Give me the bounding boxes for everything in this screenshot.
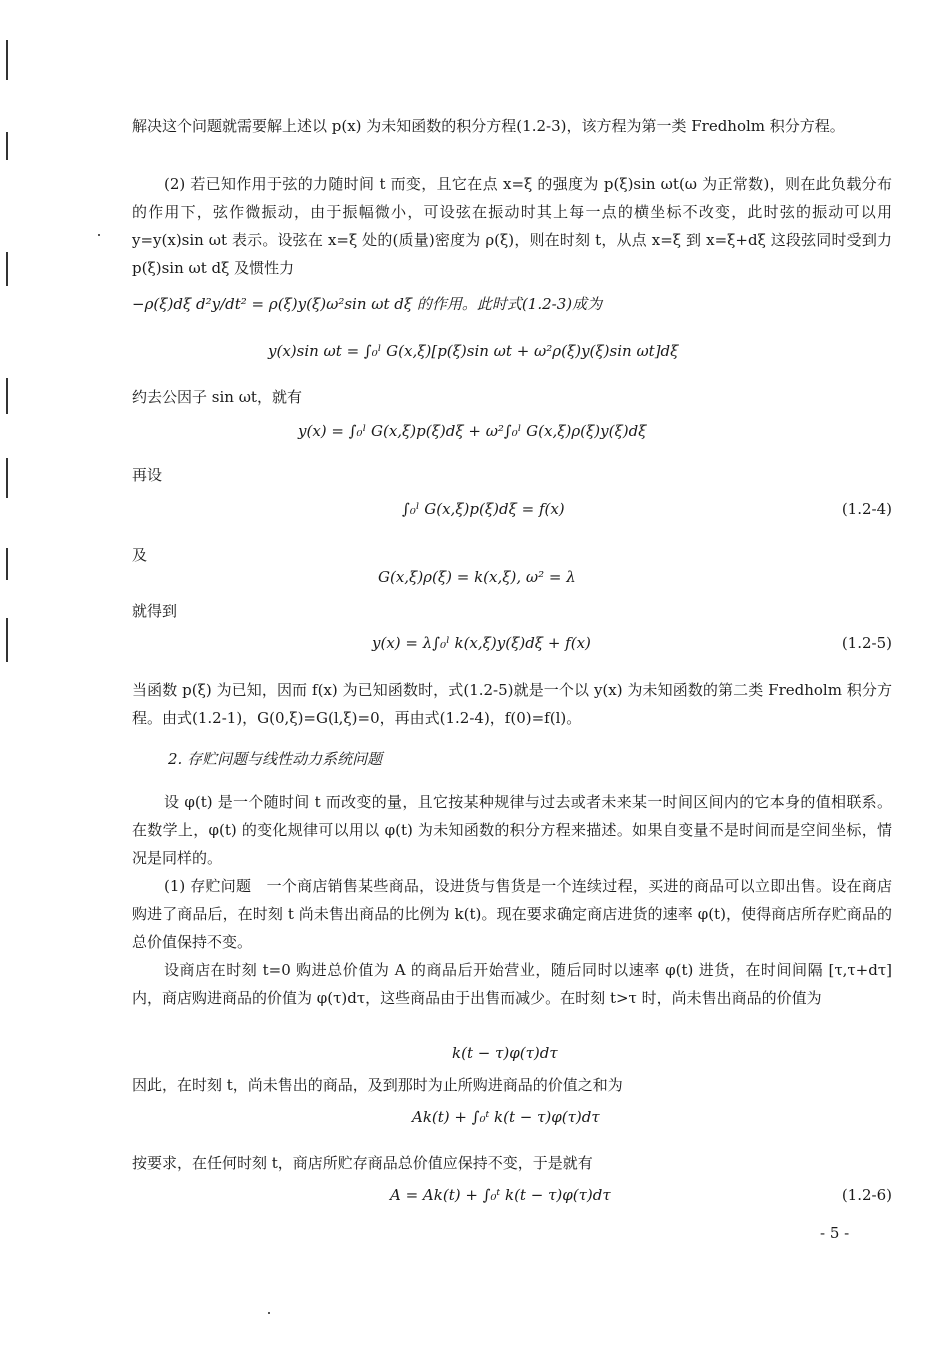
scan-margin-line bbox=[6, 548, 8, 580]
scan-margin-line bbox=[6, 252, 8, 286]
page-number: - 5 - bbox=[820, 1224, 850, 1242]
label-obtain: 就得到 bbox=[132, 602, 178, 620]
equation-1-2-5: y(x) = λ∫₀ˡ k(x,ξ)y(ξ)dξ + f(x) bbox=[372, 634, 591, 652]
scan-margin-line bbox=[6, 458, 8, 498]
paragraph-fredholm-first-kind: 解决这个问题就需要解上述以 p(x) 为未知函数的积分方程(1.2-3)，该方程为第一类 Fredholm 积分方程。 bbox=[132, 117, 845, 135]
paragraph-vibration-setup: (2) 若已知作用于弦的力随时间 t 而变，且它在点 x=ξ 的强度为 p(ξ)sin ωt(ω 为正常数)，则在此负载分布的作用下，弦作微振动，由于振幅微小，可设弦在振动时其上每一点的横坐标不改变，此时弦的振动可以用 y=y(x)sin ωt 表示。设弦在 x=ξ 处的(质量)密度为 ρ(ξ)，则在时刻 t，从点 x=ξ 到 x=ξ+dξ 这段弦同时受到力 p(ξ)sin ωt dξ 及惯性力 bbox=[132, 175, 892, 277]
scan-margin-line bbox=[6, 132, 8, 160]
equation-number-1-2-5: (1.2-5) bbox=[841, 634, 892, 652]
equation-1-2-6: A = Ak(t) + ∫₀ᵗ k(t − τ)φ(τ)dτ bbox=[390, 1186, 611, 1204]
scan-margin-line bbox=[6, 40, 8, 80]
equation-total-value: Ak(t) + ∫₀ᵗ k(t − τ)φ(τ)dτ bbox=[412, 1108, 600, 1126]
scan-speck bbox=[268, 1312, 270, 1314]
label-therefore: 因此，在时刻 t，尚未售出的商品，及到那时为止所购进商品的价值之和为 bbox=[132, 1076, 623, 1094]
equation-number-1-2-6: (1.2-6) bbox=[841, 1186, 892, 1204]
equation-y-integral: y(x) = ∫₀ˡ G(x,ξ)p(ξ)dξ + ω²∫₀ˡ G(x,ξ)ρ(ξ)y(ξ)dξ bbox=[298, 422, 647, 440]
equation-number-1-2-4: (1.2-4) bbox=[841, 500, 892, 518]
section-heading-storage: 2. 存贮问题与线性动力系统问题 bbox=[168, 750, 383, 768]
label-and: 及 bbox=[132, 546, 148, 564]
label-requirement: 按要求，在任何时刻 t，商店所贮存商品总价值应保持不变，于是就有 bbox=[132, 1154, 593, 1172]
label-cancel-factor: 约去公因子 sin ωt，就有 bbox=[132, 388, 302, 406]
scan-margin-line bbox=[6, 378, 8, 414]
equation-string-vibration: y(x)sin ωt = ∫₀ˡ G(x,ξ)[p(ξ)sin ωt + ω²ρ(ξ)y(ξ)sin ωt]dξ bbox=[268, 342, 679, 360]
paragraph-store-purchase: 设商店在时刻 t=0 购进总价值为 A 的商品后开始营业，随后同时以速率 φ(t) 进货，在时间间隔 [τ,τ+dτ] 内，商店购进商品的价值为 φ(τ)dτ，这些商品由于出售而减少。在时刻 t>τ 时，尚未售出商品的价值为 bbox=[132, 961, 892, 1007]
equation-1-2-4: ∫₀ˡ G(x,ξ)p(ξ)dξ = f(x) bbox=[402, 500, 565, 518]
scan-speck bbox=[98, 234, 100, 236]
paragraph-storage-problem: (1) 存贮问题 一个商店销售某些商品，设进货与售货是一个连续过程，买进的商品可以立即出售。设在商店购进了商品后，在时刻 t 尚未售出商品的比例为 k(t)。现在要求确定商店进货的速率 φ(t)，使得商店所存贮商品的总价值保持不变。 bbox=[132, 877, 892, 951]
inertia-force-line: −ρ(ξ)dξ d²y/dt² = ρ(ξ)y(ξ)ω²sin ωt dξ 的作用。此时式(1.2-3)成为 bbox=[132, 295, 603, 313]
equation-unsold-value: k(t − τ)φ(τ)dτ bbox=[452, 1044, 558, 1062]
label-set-again: 再设 bbox=[132, 466, 163, 484]
paragraph-phi-definition: 设 φ(t) 是一个随时间 t 而改变的量，且它按某种规律与过去或者未来某一时间区间内的它本身的值相联系。在数学上，φ(t) 的变化规律可以用以 φ(t) 为未知函数的积分方程来描述。如果自变量不是时间而是空间坐标，情况是同样的。 bbox=[132, 793, 892, 867]
scan-margin-line bbox=[6, 618, 8, 662]
paragraph-fredholm-second-kind: 当函数 p(ξ) 为已知，因而 f(x) 为已知函数时，式(1.2-5)就是一个以 y(x) 为未知函数的第二类 Fredholm 积分方程。由式(1.2-1)，G(0,ξ)=G(l,ξ)=0，再由式(1.2-4)，f(0)=f(l)。 bbox=[132, 681, 892, 727]
equation-kernel-definition: G(x,ξ)ρ(ξ) = k(x,ξ), ω² = λ bbox=[378, 568, 576, 586]
